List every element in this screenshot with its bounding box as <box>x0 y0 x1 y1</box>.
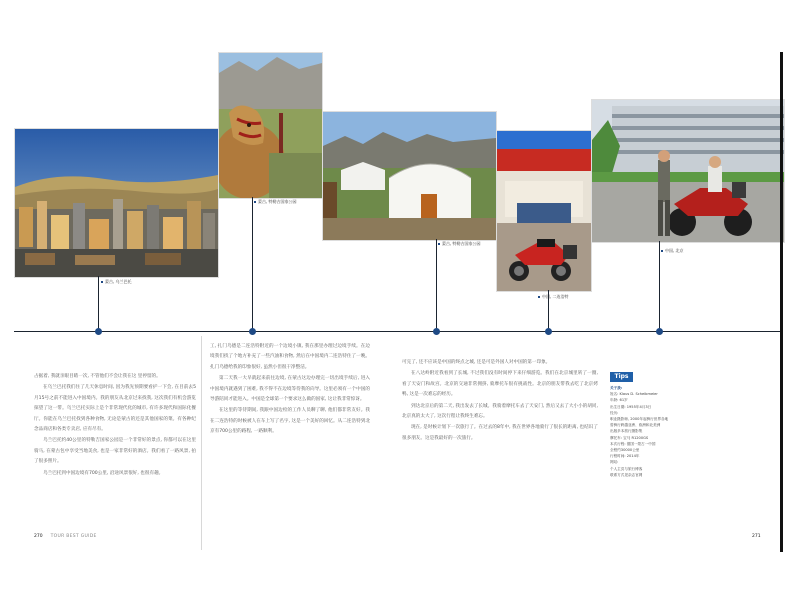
ulaanbaatar-image <box>15 129 218 277</box>
magazine-name: TOUR BEST GUIDE <box>50 534 97 539</box>
caption-camel: 蒙古, 特勒吉国家公园 <box>254 199 297 205</box>
tips-line: 网站: <box>610 460 619 465</box>
left-paragraph: 占据着, 我就亲眼目睹一次, 不管他们不会让我在这 里停留的。 <box>34 374 161 379</box>
tips-line: 经历: <box>610 410 619 415</box>
article-column-left <box>34 372 196 530</box>
right-paragraph: 在八达岭附近我看到了长城, 不过我们没有时间停下来仔细游览。我们在北京城里转了一圈, 看了天安门和故宫。北京的交通非常拥挤, 骑摩托车很有挑战性。北京的朋友带我去吃了北京烤鸭, 这是一次难忘的经历。 <box>402 371 598 398</box>
caption-yurts: 蒙古, 特勒吉国家公园 <box>438 241 481 247</box>
middle-paragraph: 工, 扎门乌德是二连浩特附近的一个边境小镇, 我在那里办理过边境手续。在边境我们找了个地方补充了一些汽油和食物, 然后在中国境内二连浩特住了一晚。扎门乌德给我的印象很好, 虽然小但很干净整洁。 <box>210 344 370 370</box>
tips-line: 行程时间: 2014年 <box>610 454 640 459</box>
article-column-middle <box>210 342 370 530</box>
timeline-stem-3 <box>436 239 437 331</box>
timeline-node-2 <box>249 328 256 335</box>
caption-erlian: 中国, 二连浩特 <box>538 294 569 300</box>
tips-line: 曾骑行跨越亚洲、欧洲和北美洲 <box>610 423 661 428</box>
column-divider-1 <box>201 336 202 550</box>
photo-ulaanbaatar <box>14 128 219 278</box>
timeline-node-5 <box>656 328 663 335</box>
photo-camel <box>218 52 323 199</box>
timeline-node-4 <box>545 328 552 335</box>
beijing-image <box>592 100 784 242</box>
erlian-image <box>497 131 591 291</box>
tips-line: 出版多本旅行摄影集 <box>610 429 643 434</box>
tips-line: 姓名: Klaus D. Scheibmeier <box>610 392 658 397</box>
page-number-right: 271 <box>752 534 761 539</box>
left-paragraph: 乌兰巴托到中国边境有700公里, 沿途风景很好, 也很有趣。 <box>43 470 164 476</box>
folio-right <box>752 534 761 539</box>
timeline-stem-1 <box>98 276 99 331</box>
left-paragraph: 乌兰巴托约40公里的特勒吉国家公园是一个非常好的景点, 你都可以在这里骑马, 在蒙古包中享受当地美食, 也是一家非常好的酒店。我们看了一路风景, 拍了很多照片。 <box>34 438 196 465</box>
folio-left <box>34 534 97 539</box>
left-paragraph: 在乌兰巴托我们住了几天休息时间, 因为我先预期要看护一下会, 在目前去5月15号之前不能进入中国境内。我的朋友从北京过来找我, 这次我们有机会游览探望了这一带。乌兰巴托实际上是个非常现代化的城市, 有许多现代和国际化餐厅。你能在乌兰巴托找到各种食物, 无论是蒙古的还是其他国家的菜。有各种纪念品商店和各类专卖店, 应有尽有。 <box>34 385 196 433</box>
tips-badge: Tips <box>610 372 633 382</box>
caption-beijing: 中国, 北京 <box>661 248 684 254</box>
photo-erlian <box>496 130 592 292</box>
yurts-image <box>323 112 496 240</box>
right-paragraph: 现在, 是时候计划下一次旅行了。在过去的8年中, 我在世界各地骑行了很长的距离, 也结识了很多朋友。这是我最好的一次旅行。 <box>402 425 598 441</box>
photo-beijing <box>591 99 785 243</box>
tips-line: 关于我: <box>610 386 623 390</box>
article-column-right <box>402 358 598 528</box>
tips-line: 本次行程: 德国一蒙古一中国 <box>610 441 656 446</box>
tips-line: 联系方式见杂志官网 <box>610 472 643 477</box>
caption-ulaanbaatar: 蒙古, 乌兰巴托 <box>101 279 132 285</box>
tips-line: 年龄: 61岁 <box>610 398 628 403</box>
page-edge-bar <box>780 52 783 552</box>
timeline-node-1 <box>95 328 102 335</box>
tips-line: 摩托车: 宝马 R1200GS <box>610 435 649 440</box>
timeline-line <box>14 331 780 332</box>
right-paragraph: 可完了, 还不应该是中国的终点之城, 还是可是外国人对中国的第一印象。 <box>402 360 551 365</box>
timeline-stem-5 <box>659 241 660 331</box>
tips-box <box>610 385 710 478</box>
middle-paragraph: 在这里的等待期间, 我跟中国边检的工作人员聊了聊, 他们都非常友好。我在二连浩特的时候被人在车上写了名字, 这是一个美好的回忆。从二连浩特到北京有700公里的路程, 一路顺利。 <box>210 408 370 435</box>
tips-line: 出生日期: 1955年4月3日 <box>610 404 652 409</box>
photo-yurts <box>322 111 497 241</box>
timeline-node-3 <box>433 328 440 335</box>
camel-image <box>219 53 322 198</box>
tips-line: 全程约30000公里 <box>610 448 640 453</box>
tips-line: 职业摄影师, 2000年起骑行世界各地 <box>610 417 669 422</box>
page-number-left: 270 <box>34 534 43 539</box>
timeline-stem-2 <box>252 197 253 331</box>
tips-line: 个人主页与旅行博客 <box>610 466 643 471</box>
right-paragraph: 到达北京后的第二天, 我出发去了长城。我骑着摩托车去了天安门, 然后又去了大小小的胡同, 北京真的太大了, 这次行程让我终生难忘。 <box>402 403 598 420</box>
middle-paragraph: 第二天我一大早就起来前往边境, 在蒙古这边办理完一切出境手续后, 进入中国境内就遇到了困难, 我不得不在边境等待我的向导。这里必须有一个中国的导游陪同才能进入。中国是全球第一个要求这么做的国家, 这让我非常惊讶。 <box>210 376 370 403</box>
